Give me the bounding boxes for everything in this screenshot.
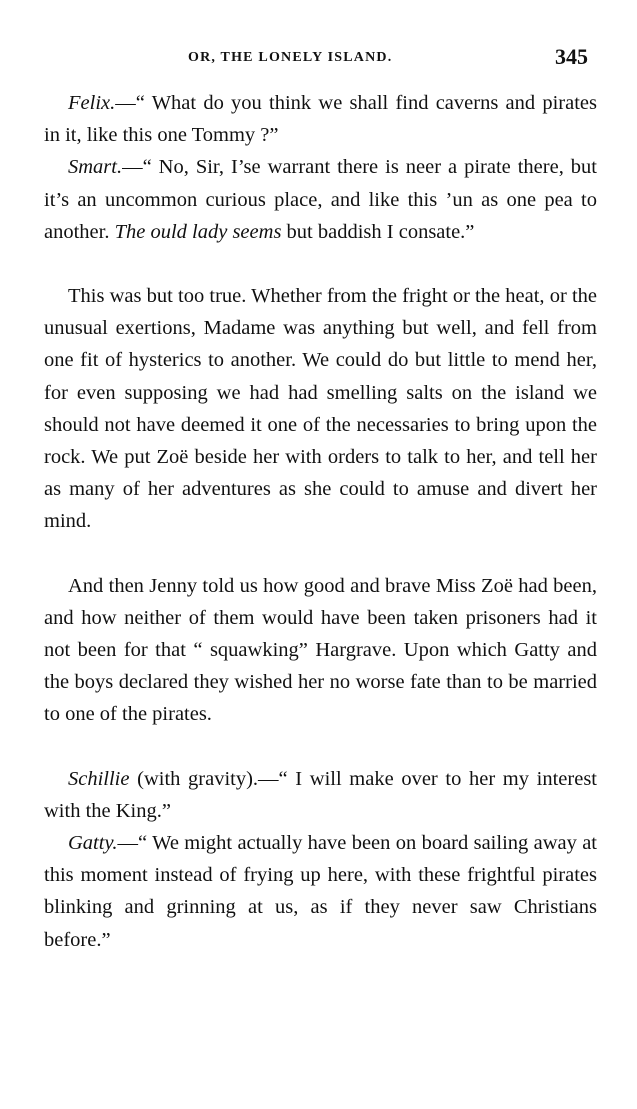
speaker-name: Smart. — [68, 156, 123, 179]
paragraph-smart — [44, 151, 597, 248]
italic-aside: The ould lady seems — [114, 220, 282, 243]
running-title: OR, THE LONELY ISLAND. — [188, 50, 393, 65]
paragraph-narration-1: This was but too true. Whether from the fright or the heat, or the unusual exertions, Madame was anything but well, and fell from one fit of hysterics to another. We could do but little to mend her, for even supposing we had had smelling salts on the island we should not have deemed it one of the necessaries to bring upon the rock. We put Zoë beside her with orders to talk to her, and tell her as many of her adventures as she could to amuse and divert her mind. — [44, 285, 597, 533]
speech-text-end: but baddish I consate.” — [281, 220, 475, 243]
paragraph-narration-2: And then Jenny told us how good and brave Miss Zoë had been, and how neither of them would have been taken prisoners had it not been for that “ squawking” Hargrave. Upon which Gatty and the boys declared they wished her no worse fate than to be married to one of the pirates. — [44, 574, 597, 726]
page-number: 345 — [555, 44, 588, 69]
speech-text: —“ We might actually have been on board sailing away at this moment instead of frying up here, with these frightful pirates blinking and grinning at us, as if they never saw Christians before.” — [44, 832, 597, 951]
speech-text: —“ What do you think we shall find caverns and pirates in it, like this one Tommy ?” — [44, 92, 597, 147]
speaker-name: Schillie — [68, 767, 130, 790]
speech-text: (with gravity).—“ I will make over to her my interest with the King.” — [44, 767, 597, 822]
speech-text: —“ No, Sir, I’se warrant there is neer a pirate there, but it’s an uncommon curious place, and like this ’un as one pea to another. — [44, 156, 597, 243]
speaker-name: Felix. — [68, 92, 116, 114]
running-head — [0, 44, 637, 74]
paragraph-gatty — [44, 827, 597, 956]
paragraph-schillie — [44, 763, 597, 827]
body-text — [44, 87, 597, 956]
paragraph-felix — [44, 87, 597, 151]
speaker-name: Gatty. — [68, 832, 118, 855]
